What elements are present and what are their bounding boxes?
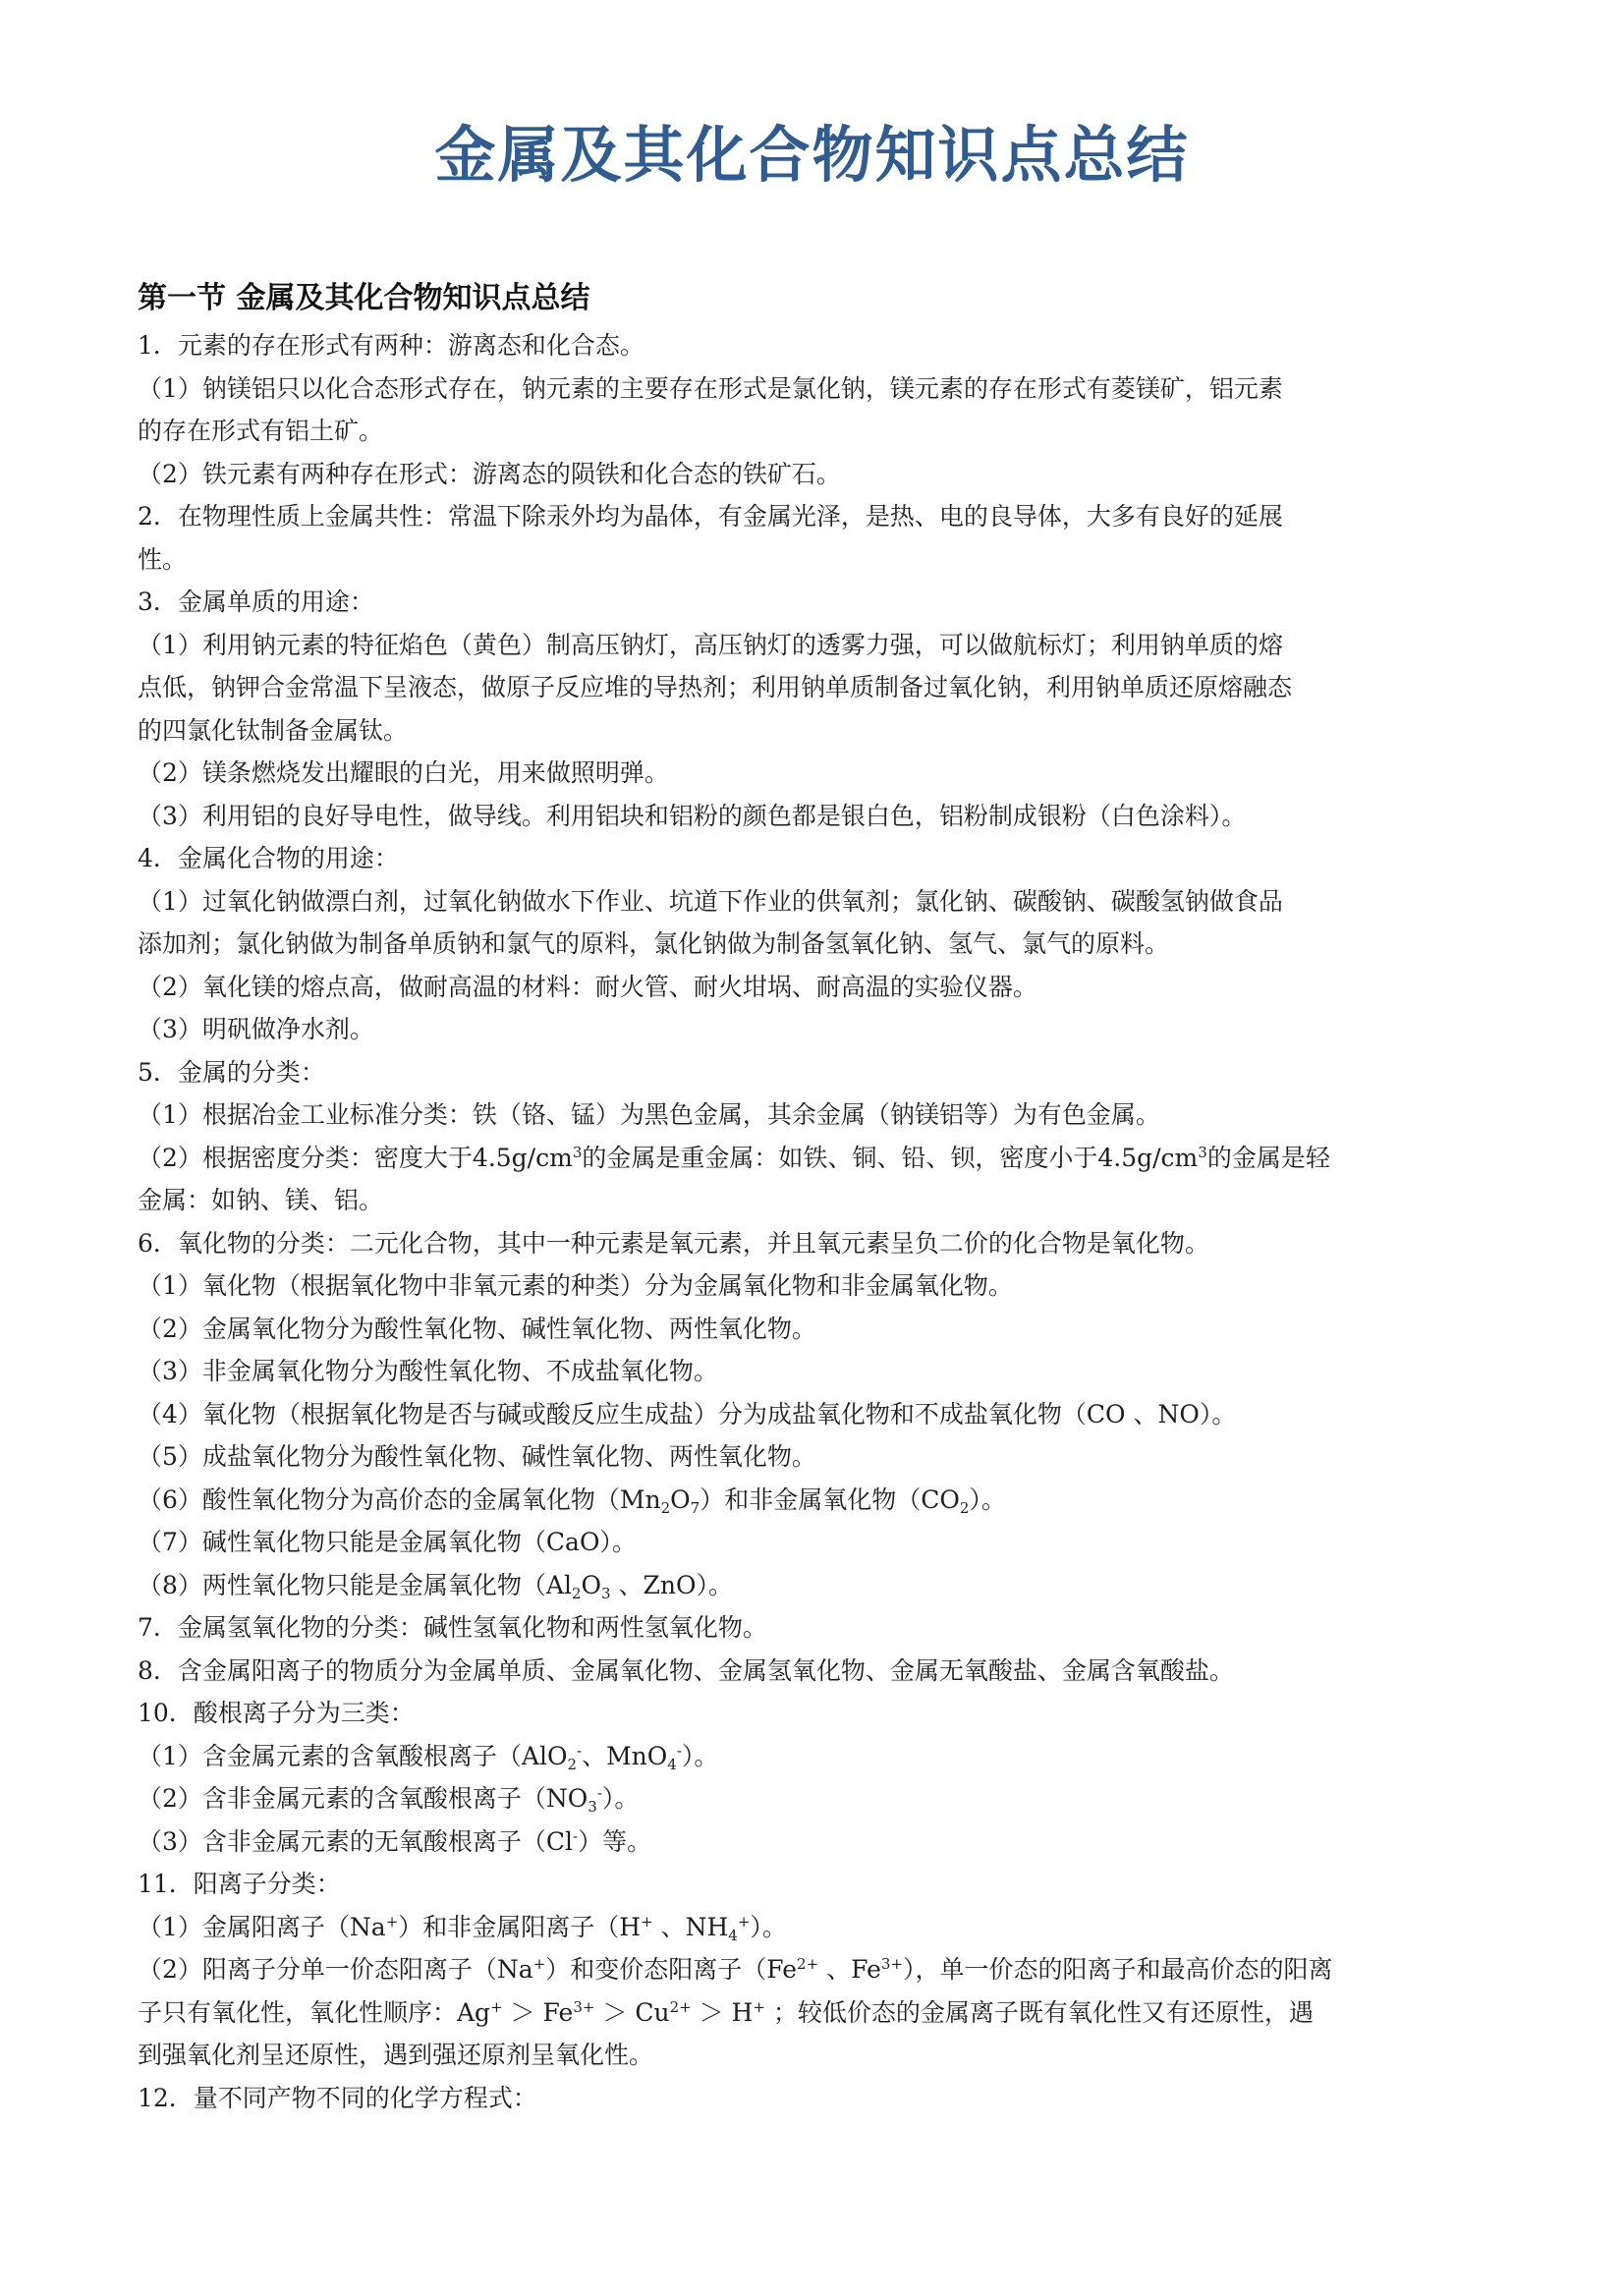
text-segment: ）。 — [601, 1784, 640, 1813]
text-line: （1）氧化物（根据氧化物中非氧元素的种类）分为金属氧化物和非金属氧化物。 — [138, 1271, 1013, 1300]
text-segment: ）和非金属氧化物（CO — [700, 1484, 960, 1514]
text-line: （2）镁条燃烧发出耀眼的白光，用来做照明弹。 — [138, 758, 669, 787]
text-line — [138, 1820, 1493, 1864]
text-line: （1）过氧化钠做漂白剂，过氧化钠做水下作业、坑道下作业的供氧剂；氯化钠、碳酸钠、碳酸氢钠做食品 — [138, 886, 1283, 916]
text-segment: 2 — [571, 1584, 582, 1602]
text-line: 8．含金属阳离子的物质分为金属单质、金属氧化物、金属氢氧化物、金属无氧酸盐、金属含氧酸盐。 — [138, 1655, 1234, 1685]
text-segment: 、ZnO）。 — [610, 1570, 733, 1599]
text-segment: + — [490, 1997, 503, 2016]
text-line — [138, 1777, 1493, 1820]
text-segment: ＞ Cu — [594, 1997, 670, 2027]
text-line: （1）利用钠元素的特征焰色（黄色）制高压钠灯，高压钠灯的透雾力强，可以做航标灯；利用钠单质的熔 — [138, 630, 1283, 659]
text-line: 的四氯化钛制备金属钛。 — [138, 715, 409, 745]
text-line: （2）金属氧化物分为酸性氧化物、碱性氧化物、两性氧化物。 — [138, 1314, 816, 1343]
text-line — [138, 1735, 1493, 1778]
text-segment: 4 — [667, 1755, 677, 1773]
text-segment: - — [573, 1826, 579, 1845]
text-line — [138, 1137, 1493, 1180]
text-segment: ）。 — [969, 1484, 1006, 1514]
section-heading: 第一节 金属及其化合物知识点总结 — [138, 281, 590, 315]
text-line — [138, 1948, 1493, 1991]
text-segment: 的金属是轻 — [1206, 1143, 1330, 1172]
text-line: 10．酸根离子分为三类： — [138, 1699, 415, 1727]
text-line: 1．元素的存在形式有两种：游离态和化合态。 — [138, 331, 644, 360]
text-segment: + — [385, 1912, 399, 1931]
text-line: 6．氧化物的分类：二元化合物，其中一种元素是氧元素，并且氧元素呈负二价的化合物是氧化物。 — [138, 1228, 1209, 1258]
text-segment: 、Fe — [818, 1955, 881, 1984]
text-line: （3）利用铝的良好导电性，做导线。利用铝块和铝粉的颜色都是银白色，铝粉制成银粉（白色涂料）。 — [138, 801, 1247, 830]
text-line: （1）根据冶金工业标准分类：铁（铬、锰）为黑色金属，其余金属（钠镁铝等）为有色金属。 — [138, 1100, 1160, 1129]
text-segment: 的金属是重金属：如铁、铜、铅、钡，密度小于4.5g/cm — [582, 1143, 1199, 1172]
text-segment: - — [596, 1784, 602, 1802]
text-line: 3．金属单质的用途： — [138, 588, 374, 616]
text-line: （3）非金属氧化物分为酸性氧化物、不成盐氧化物。 — [138, 1357, 718, 1385]
text-segment: 3 — [1198, 1143, 1207, 1161]
text-segment: 、NH — [652, 1912, 729, 1941]
text-line: 添加剂；氯化钠做为制备单质钠和氯气的原料，氯化钠做为制备氢氧化钠、氢气、氯气的原料。 — [138, 929, 1170, 958]
text-segment: 7 — [690, 1498, 700, 1517]
text-line: （7）碱性氧化物只能是金属氧化物（CaO）。 — [138, 1528, 637, 1556]
text-segment: （8）两性氧化物只能是金属氧化物（Al — [138, 1570, 572, 1599]
text-segment: （1）含金属元素的含氧酸根离子（AlO — [138, 1741, 568, 1770]
text-line: 点低，钠钾合金常温下呈液态，做原子反应堆的导热剂；利用钠单质制备过氧化钠，利用钠单质还原熔融态 — [138, 673, 1293, 701]
text-segment: （3）含非金属元素的无氧酸根离子（Cl — [138, 1826, 574, 1856]
text-segment: 3+ — [573, 1997, 595, 2016]
text-segment: （1）金属阳离子（Na — [138, 1912, 386, 1941]
text-line: 4．金属化合物的用途： — [138, 844, 399, 872]
text-segment: 2 — [567, 1755, 577, 1773]
text-line — [138, 1991, 1493, 2035]
text-segment: - — [577, 1741, 583, 1760]
text-segment: 3 — [601, 1584, 611, 1602]
text-line — [138, 1479, 1493, 1522]
text-line: 5．金属的分类： — [138, 1057, 325, 1087]
text-segment: O — [581, 1570, 602, 1599]
text-segment: + — [737, 1912, 751, 1931]
text-segment: 2 — [959, 1498, 970, 1517]
text-segment: 子只有氧化性，氧化性顺序：Ag — [138, 1997, 491, 2027]
text-line: （5）成盐氧化物分为酸性氧化物、碱性氧化物、两性氧化物。 — [138, 1442, 816, 1471]
document-body — [138, 324, 1493, 2119]
text-segment: ）等。 — [578, 1826, 652, 1856]
text-segment: 3+ — [880, 1955, 904, 1973]
text-line: 11．阳离子分类： — [138, 1870, 341, 1898]
text-line: 12．量不同产物不同的化学方程式： — [138, 2083, 537, 2112]
text-line: 性。 — [138, 544, 188, 574]
text-segment: 、MnO — [582, 1741, 668, 1770]
text-line — [138, 1564, 1493, 1607]
text-segment: ）。 — [750, 1912, 787, 1941]
text-segment: 3 — [588, 1798, 597, 1816]
text-segment: 2+ — [669, 1997, 692, 2016]
text-line: 到强氧化剂呈还原性，遇到强还原剂呈氧化性。 — [138, 2041, 654, 2069]
text-line — [138, 1906, 1493, 1949]
text-segment: ；较低价态的金属离子既有氧化性又有还原性，遇 — [764, 1997, 1314, 2027]
text-segment: （2）阳离子分单一价态阳离子（Na — [138, 1955, 533, 1984]
text-line: 7．金属氢氧化物的分类：碱性氢氧化物和两性氢氧化物。 — [138, 1613, 767, 1642]
text-segment: + — [641, 1912, 653, 1931]
text-line: 2．在物理性质上金属共性：常温下除汞外均为晶体，有金属光泽，是热、电的良导体，大多有良好的延展 — [138, 502, 1283, 531]
text-segment: - — [676, 1741, 682, 1760]
text-segment: + — [532, 1955, 546, 1973]
text-segment: ），单一价态的阳离子和最高价态的阳离 — [903, 1955, 1333, 1984]
text-segment: 3 — [572, 1143, 583, 1161]
text-segment: + — [753, 1997, 765, 2016]
text-segment: ＞ Fe — [502, 1997, 574, 2027]
text-segment: 2 — [660, 1498, 671, 1517]
text-segment: ）和变价态阳离子（Fe — [545, 1955, 798, 1984]
text-line: （1）钠镁铝只以化合态形式存在，钠元素的主要存在形式是氯化钠，镁元素的存在形式有菱镁矿，铝元素 — [138, 373, 1283, 403]
text-segment: （2）含非金属元素的含氧酸根离子（NO — [138, 1784, 588, 1813]
text-segment: O — [670, 1484, 691, 1514]
text-segment: （2）根据密度分类：密度大于4.5g/cm — [138, 1143, 573, 1172]
text-segment: ＞ H — [691, 1997, 754, 2027]
text-segment: ）和非金属阳离子（H — [398, 1912, 642, 1941]
text-line: （4）氧化物（根据氧化物是否与碱或酸反应生成盐）分为成盐氧化物和不成盐氧化物（CO 、NO）。 — [138, 1399, 1237, 1428]
text-line: （2）氧化镁的熔点高，做耐高温的材料：耐火管、耐火坩埚、耐高温的实验仪器。 — [138, 972, 1037, 1001]
text-segment: 4 — [728, 1926, 738, 1944]
text-line: 的存在形式有铝土矿。 — [138, 417, 384, 445]
text-line: （2）铁元素有两种存在形式：游离态的陨铁和化合态的铁矿石。 — [138, 459, 841, 488]
text-segment: ）。 — [681, 1741, 719, 1770]
text-line: （3）明矾做净水剂。 — [138, 1015, 374, 1043]
page-title: 金属及其化合物知识点总结 — [434, 119, 1190, 191]
text-segment: （6）酸性氧化物分为高价态的金属氧化物（Mn — [138, 1484, 661, 1514]
text-segment: 2+ — [797, 1955, 819, 1973]
text-line: 金属：如钠、镁、铝。 — [138, 1186, 384, 1214]
